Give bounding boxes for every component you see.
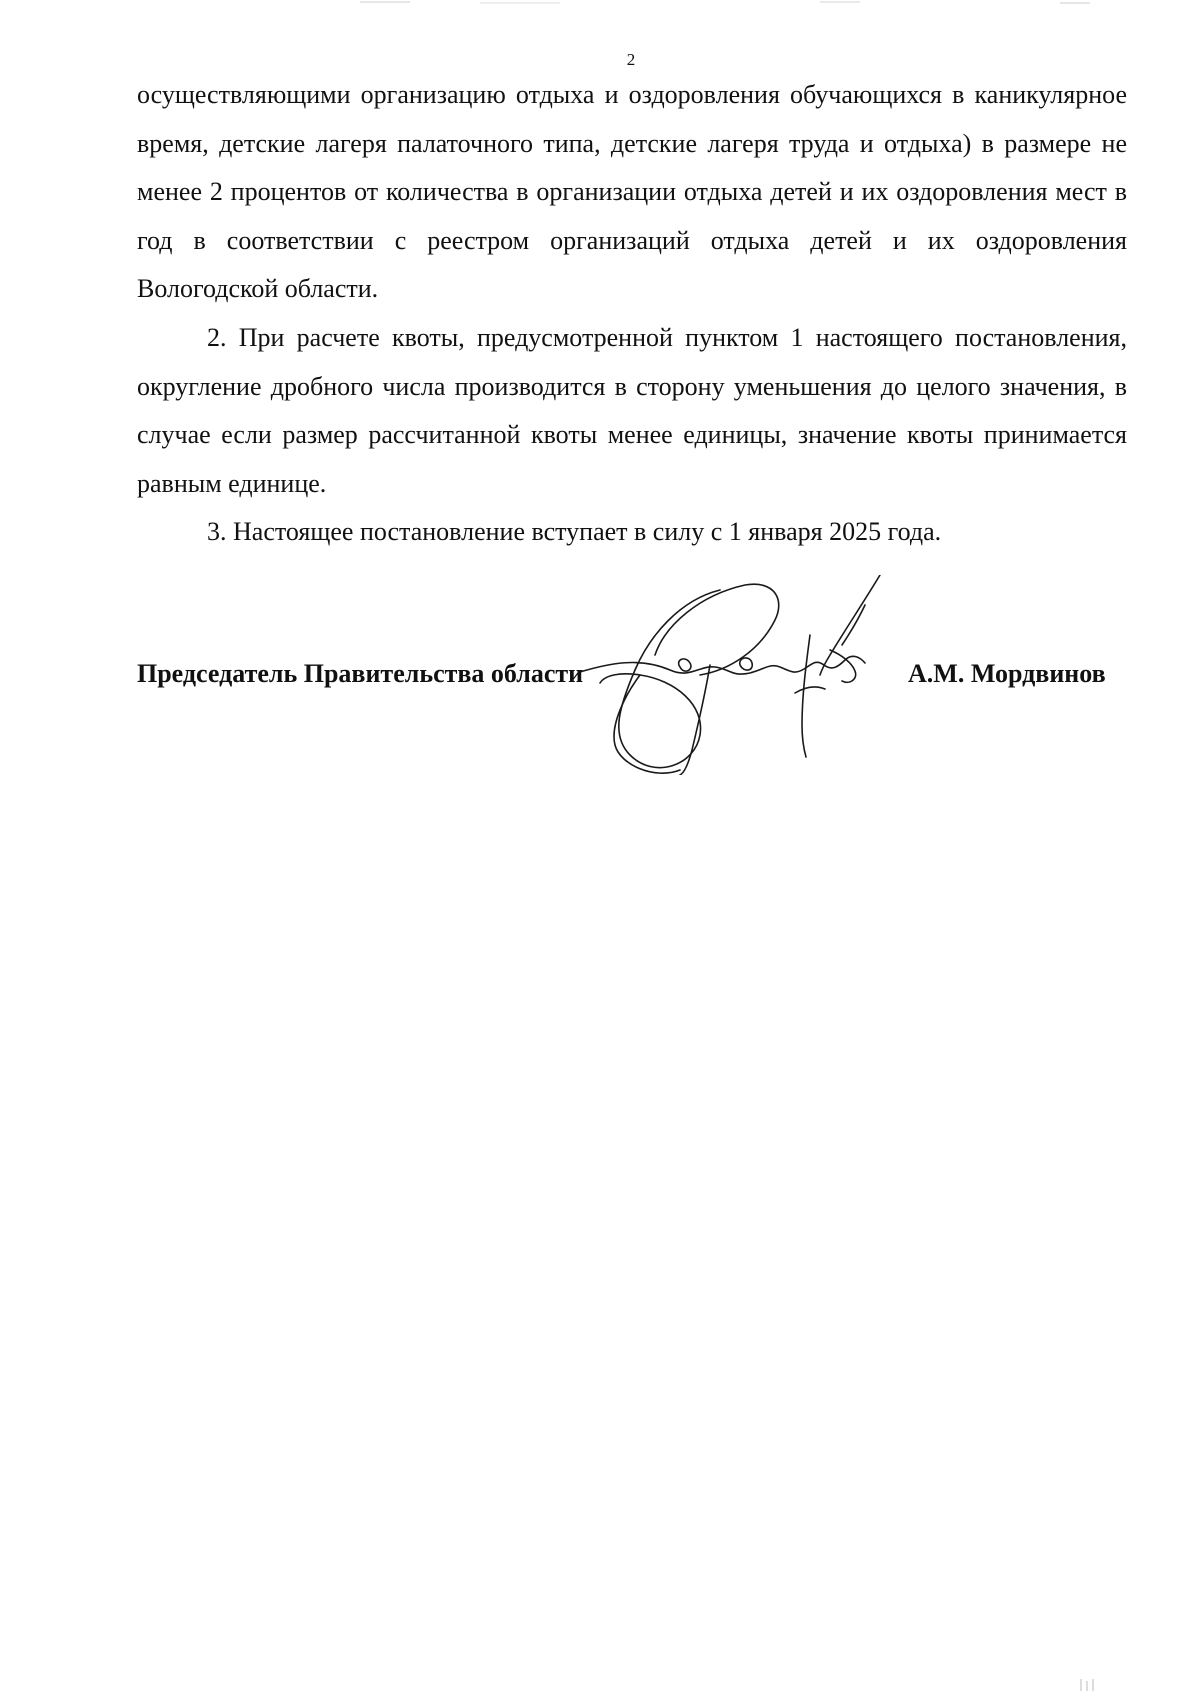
paragraph-text: 2. При расчете квоты, предусмотренной пунктом 1 настоящего постановления, округление дробного числа производится в сторону уменьшения до целого значения, в случае если размер рассчитанной квоты менее единицы, значение квоты принимается равным единице. [137,323,1127,498]
paragraph-continuation [137,71,1127,314]
paragraph-item-2 [137,314,1127,508]
signatory-position: Председатель Правительства области [137,659,584,688]
page-number: 2 [626,50,636,69]
scan-artifact-bottom [1078,1679,1100,1691]
handwritten-signature [580,575,920,775]
paragraph-text: осуществляющими организацию отдыха и оздоровления обучающихся в каникулярное время, детские лагеря палаточного типа, детские лагеря труда и отдыха) в размере не менее 2 процентов от количества в организации отдыха детей и их оздоровления мест в год в соответствии с реестром организаций отдыха детей и их оздоровления Вологодской области. [137,80,1127,303]
paragraph-item-3 [137,508,1127,557]
paragraph-text: 3. Настоящее постановление вступает в силу с 1 января 2025 года. [207,517,942,546]
signatory-name: А.М. Мордвинов [908,659,1106,688]
scan-artifact-top [300,0,1100,6]
